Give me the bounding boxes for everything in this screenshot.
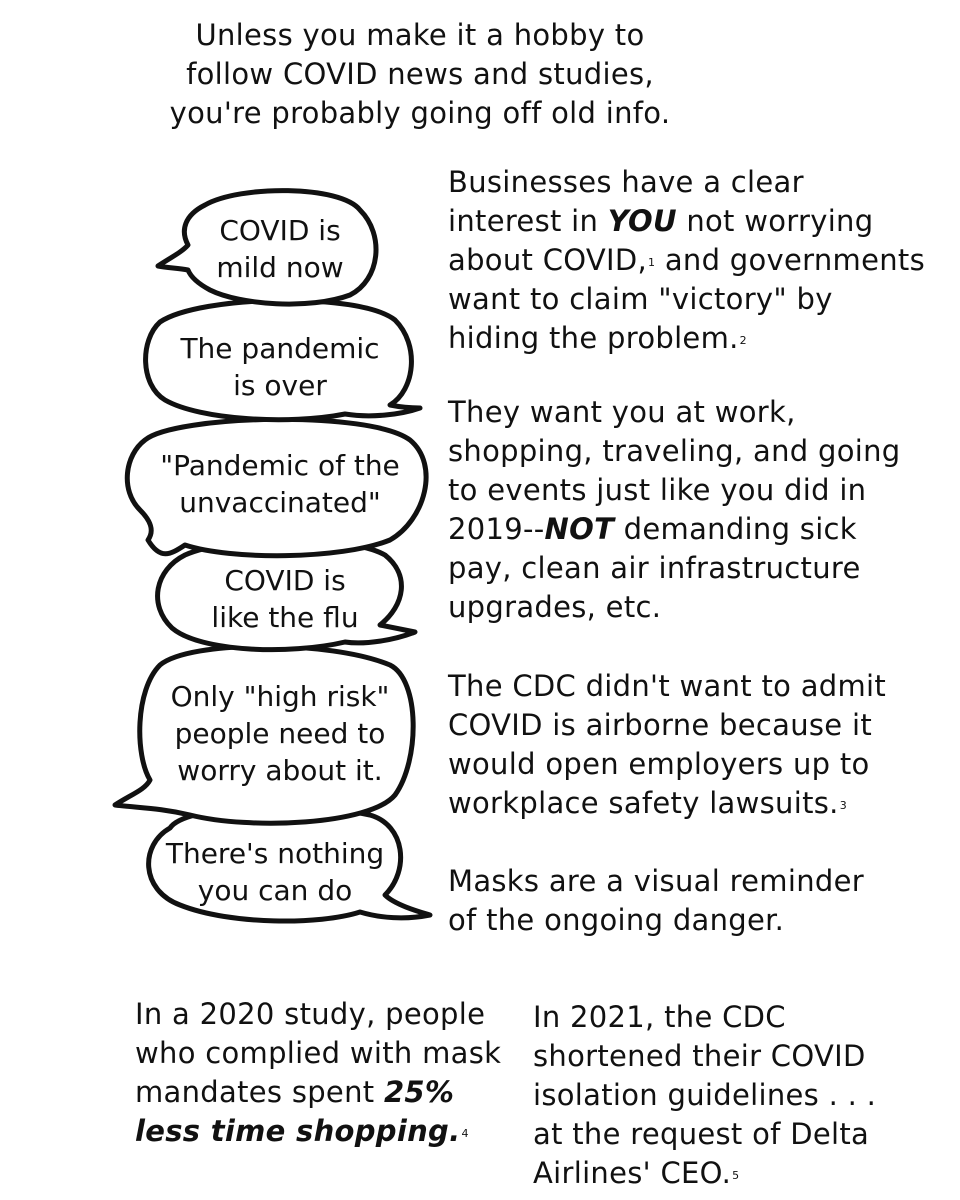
footnote-marker: 4 xyxy=(461,1127,469,1140)
footnote-marker: 2 xyxy=(739,334,747,347)
footer-study-text: In a 2020 study, people who complied with mask mandates spent 25% less time shopping.$^4$ xyxy=(135,997,502,1148)
paragraph-cdc-airborne: The CDC didn't want to admit COVID is airborne because it would open employers up to workplace safety lawsuits.$^3$ xyxy=(448,669,887,820)
footnote-marker: 1 xyxy=(648,256,656,269)
bubble-pandemic-over: The pandemic is over xyxy=(180,332,380,402)
footnote-marker: 5 xyxy=(732,1169,740,1182)
bubble-like-flu: COVID is like the flu xyxy=(211,564,359,634)
emphasis-25-percent: 25% xyxy=(383,1075,455,1109)
paragraph-they-want-you: They want you at work, shopping, traveling, and going to events just like you did in 2019--NOT demanding sick pay, clean air infrastructure upgrades, etc. xyxy=(448,395,901,624)
bubble-nothing-to-do: There's nothing you can do xyxy=(165,837,385,907)
intro-line: follow COVID news and studies, xyxy=(186,57,654,91)
paragraph-business-interest: Businesses have a clear interest in YOU not worrying about COVID,$^1$ and governments want to claim "victory" by hiding the problem.$^2$ xyxy=(448,165,926,355)
emphasis-less-shopping: less time shopping. xyxy=(135,1114,461,1148)
footer-cdc-delta-text: In 2021, the CDC shortened their COVID isolation guidelines . . . at the request of Delta Airlines' CEO.$^5$ xyxy=(533,1000,877,1190)
emphasis-you: YOU xyxy=(607,204,677,238)
intro-line: you're probably going off old info. xyxy=(169,96,671,130)
bubble-covid-mild: COVID is mild now xyxy=(216,214,344,284)
emphasis-not: NOT xyxy=(544,512,615,546)
paragraph-masks-reminder: Masks are a visual reminder of the ongoing danger. xyxy=(448,864,864,937)
bubble-pandemic-unvaccinated: "Pandemic of the unvaccinated" xyxy=(160,449,400,519)
bubble-high-risk: Only "high risk" people need to worry about it. xyxy=(170,680,390,787)
intro-line: Unless you make it a hobby to xyxy=(195,18,645,52)
footnote-marker: 3 xyxy=(839,799,848,812)
